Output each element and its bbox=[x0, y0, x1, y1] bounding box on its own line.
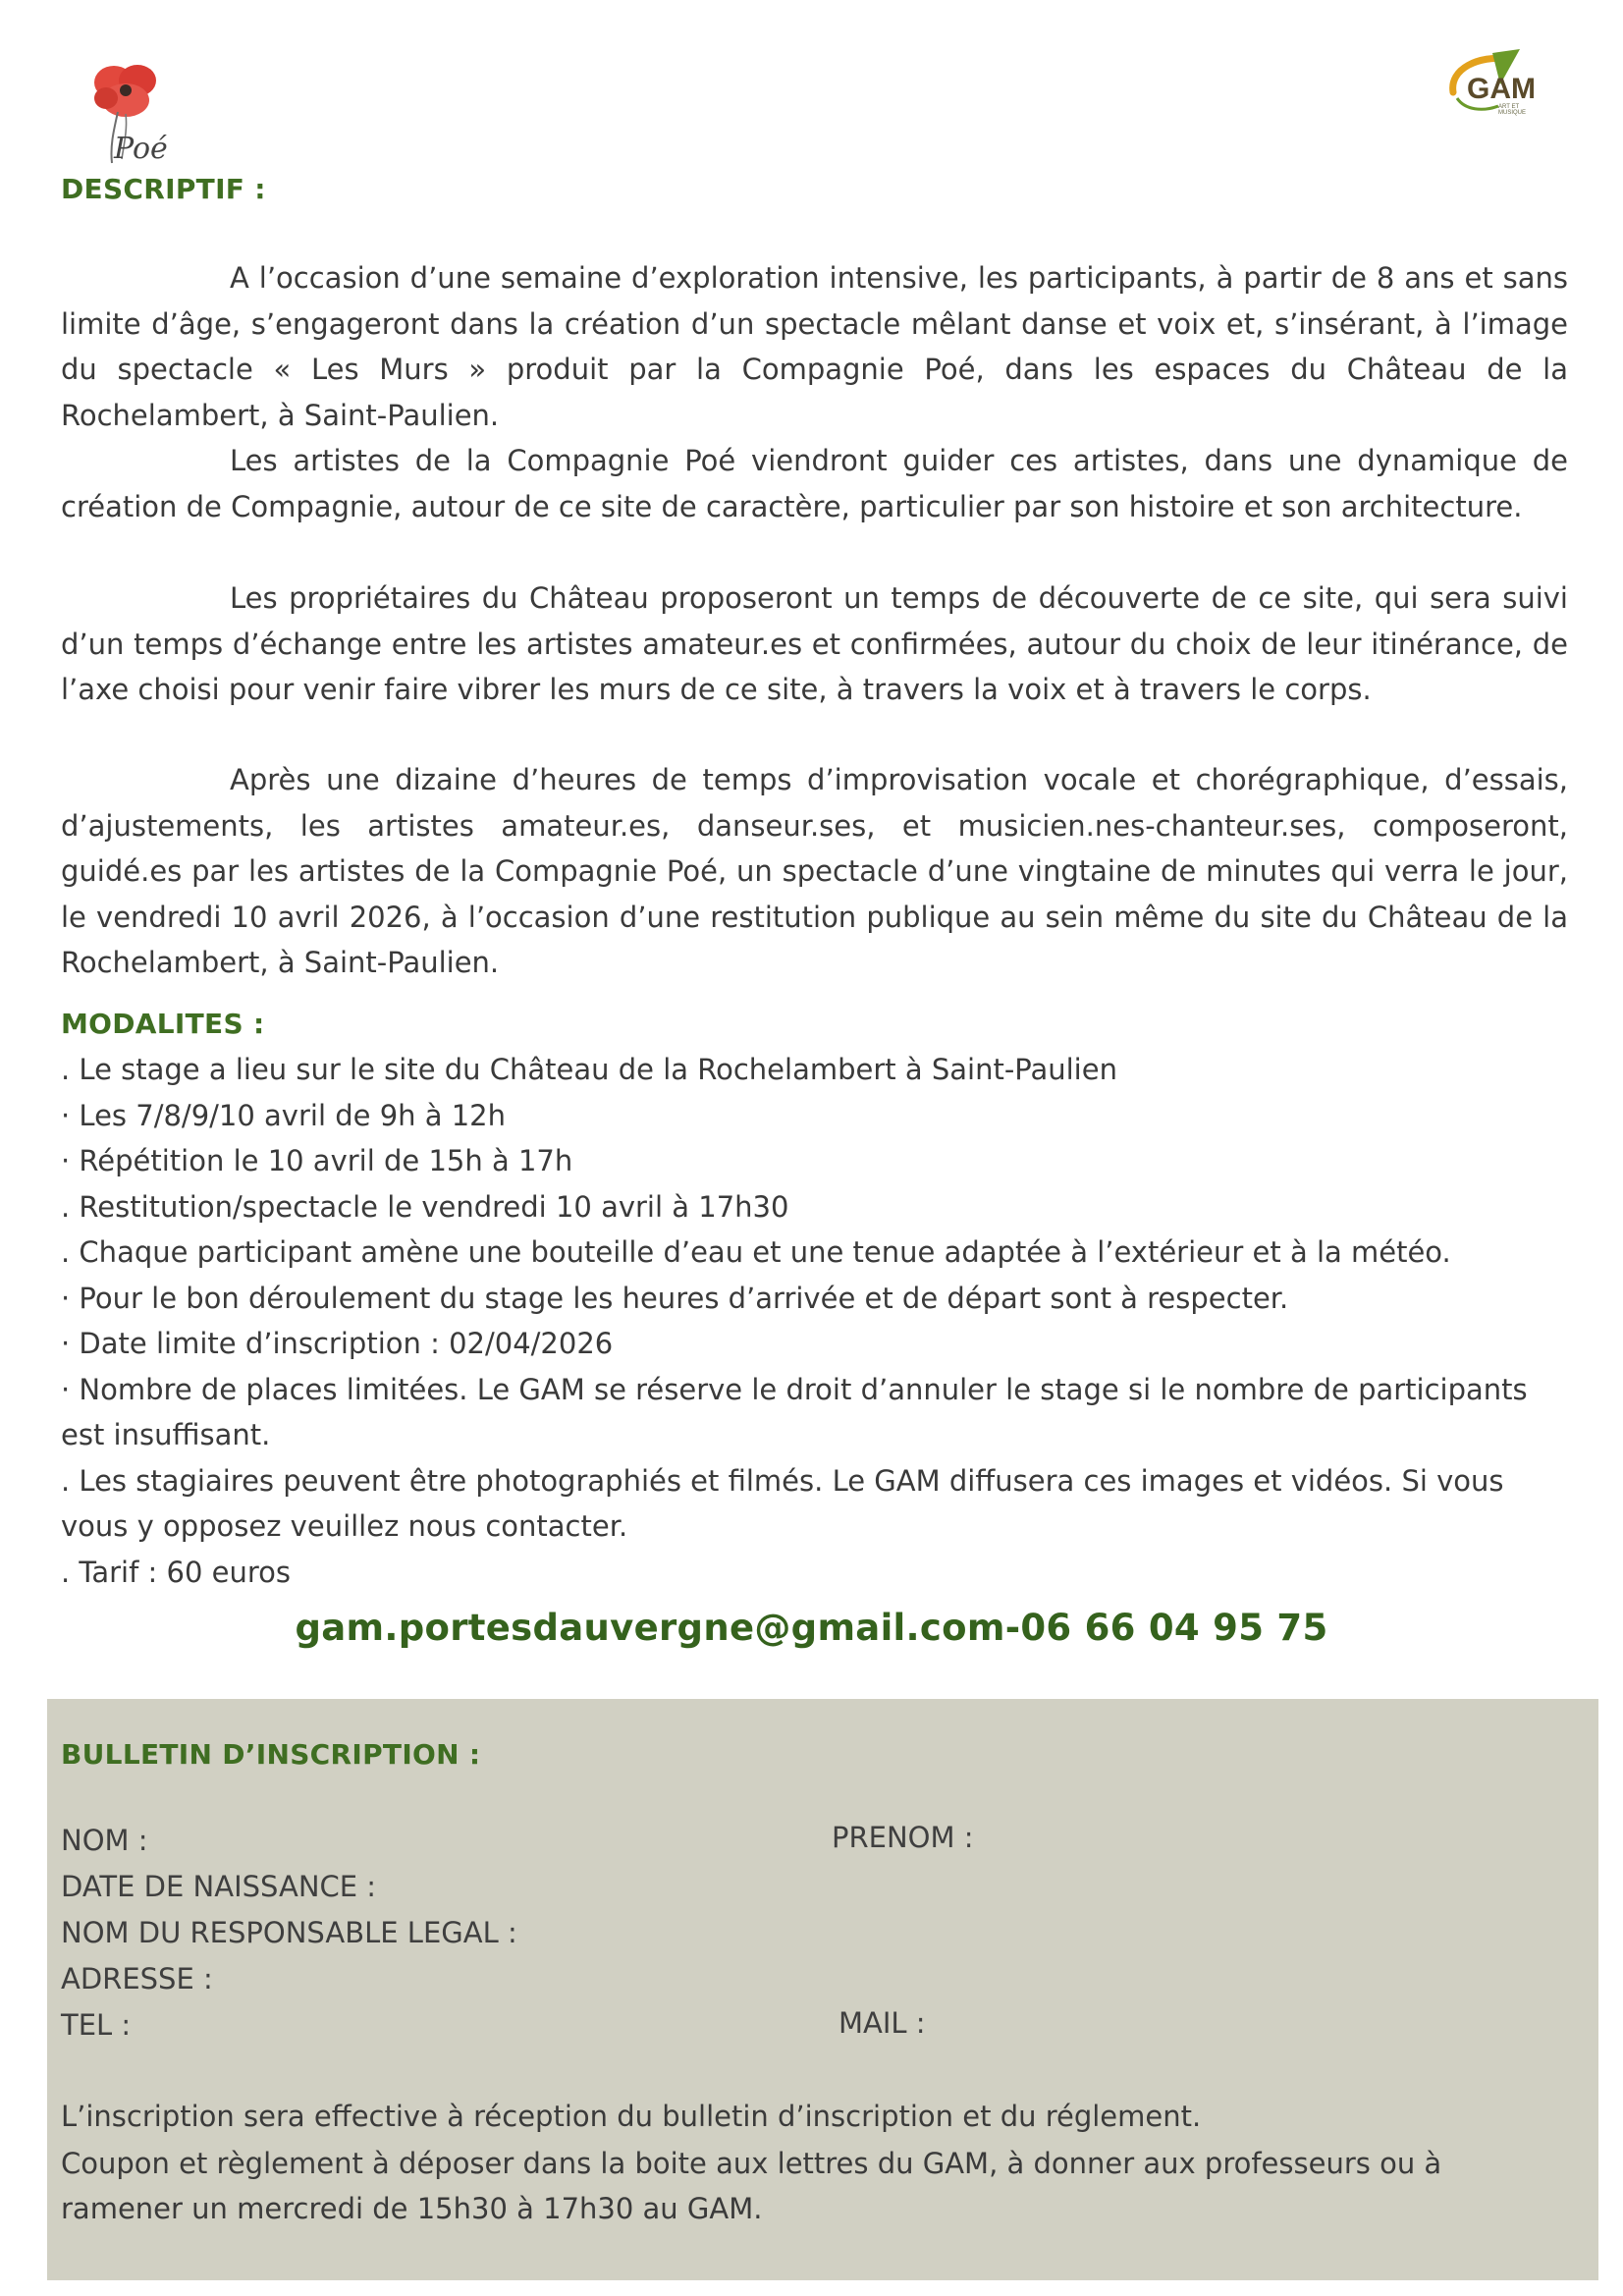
descriptif-paragraph-4-text: Après une dizaine d’heures de temps d’improvisation vocale et chorégraphique, d’essais, d’ajustements, les artistes amateur.es, danseur.ses, et musicien.nes-chanteur.ses, composeront, guidé.es par les artistes de la Compagnie Poé, un spectacle d’une vingtaine de minutes qui verra le jour, le vendredi 10 avril 2026, à l’occasion d’une restitution publique au sein même du site du Château de la Rochelambert, à Saint-Paulien. bbox=[61, 763, 1568, 979]
bulletin-note-2: Coupon et règlement à déposer dans la boite aux lettres du GAM, à donner aux professeurs ou à ramener un mercredi de 15h30 à 17h30 au GAM. bbox=[61, 2147, 1442, 2225]
nom-field: NOM : bbox=[61, 1824, 148, 1857]
bulletin-title: BULLETIN D’INSCRIPTION : bbox=[61, 1738, 481, 1771]
modalites-item: · Date limite d’inscription : 02/04/2026 bbox=[61, 1327, 614, 1360]
tel-field: TEL : bbox=[61, 2008, 132, 2042]
responsable-legal-field: NOM DU RESPONSABLE LEGAL : bbox=[61, 1916, 517, 1949]
prenom-field: PRENOM : bbox=[832, 1821, 974, 1854]
gam-logo-text: GAM bbox=[1467, 73, 1536, 105]
descriptif-paragraph-1-text: A l’occasion d’une semaine d’exploration intensive, les participants, à partir de 8 ans et sans limite d’âge, s’engageront dans la création d’un spectacle mêlant danse et voix et, s’insérant, à l’image du spectacle « Les Murs » produit par la Compagnie Poé, dans les espaces du Château de la Rochelambert, à Saint-Paulien. bbox=[61, 261, 1568, 432]
descriptif-paragraph-4 bbox=[61, 757, 1568, 986]
modalites-list bbox=[61, 1047, 1573, 1595]
poe-logo bbox=[77, 61, 185, 171]
bulletin-note-1: L’inscription sera effective à réception du bulletin d’inscription et du réglement. bbox=[61, 2100, 1202, 2133]
descriptif-paragraph-2-text: Les artistes de la Compagnie Poé viendront guider ces artistes, dans une dynamique de création de Compagnie, autour de ce site de caractère, particulier par son histoire et son architecture. bbox=[61, 444, 1568, 523]
mail-field: MAIL : bbox=[839, 2006, 926, 2040]
descriptif-paragraph-1 bbox=[61, 255, 1568, 438]
date-naissance-field: DATE DE NAISSANCE : bbox=[61, 1870, 377, 1903]
modalites-item: · Pour le bon déroulement du stage les heures d’arrivée et de départ sont à respecter. bbox=[61, 1281, 1289, 1315]
gam-logo bbox=[1439, 49, 1547, 124]
modalites-item: . Tarif : 60 euros bbox=[61, 1555, 291, 1589]
descriptif-paragraph-3-text: Les propriétaires du Château proposeront un temps de découverte de ce site, qui sera suivi d’un temps d’échange entre les artistes amateur.es et confirmées, autour du choix de leur itinérance, de l’axe choisi pour venir faire vibrer les murs de ce site, à travers la voix et à travers le corps. bbox=[61, 581, 1568, 706]
modalites-item: . Le stage a lieu sur le site du Château de la Rochelambert à Saint-Paulien bbox=[61, 1053, 1117, 1086]
descriptif-title: DESCRIPTIF : bbox=[61, 173, 266, 205]
gam-logo-tagline: ART ET MUSIQUE bbox=[1498, 104, 1527, 116]
descriptif-paragraph-2 bbox=[61, 438, 1568, 529]
contact-line[interactable]: gam.portesdauvergne@gmail.com-06 66 04 95 75 bbox=[295, 1607, 1328, 1649]
adresse-field: ADRESSE : bbox=[61, 1962, 213, 1995]
modalites-item: . Restitution/spectacle le vendredi 10 avril à 17h30 bbox=[61, 1189, 789, 1224]
modalites-item: · Nombre de places limitées. Le GAM se réserve le droit d’annuler le stage si le nombre de participants est insuffisant. bbox=[61, 1372, 1528, 1451]
modalites-item: · Les 7/8/9/10 avril de 9h à 12h bbox=[61, 1098, 507, 1132]
modalites-title: MODALITES : bbox=[61, 1008, 265, 1040]
modalites-item: . Les stagiaires peuvent être photographiés et filmés. Le GAM diffusera ces images et vidéos. Si vous vous y opposez veuillez nous contacter. bbox=[61, 1463, 1504, 1543]
modalites-item: · Répétition le 10 avril de 15h à 17h bbox=[61, 1144, 573, 1177]
descriptif-paragraph-3 bbox=[61, 575, 1568, 713]
modalites-item: . Chaque participant amène une bouteille d’eau et une tenue adaptée à l’extérieur et à la météo. bbox=[61, 1235, 1451, 1269]
poe-logo-text: Poé bbox=[114, 132, 168, 166]
